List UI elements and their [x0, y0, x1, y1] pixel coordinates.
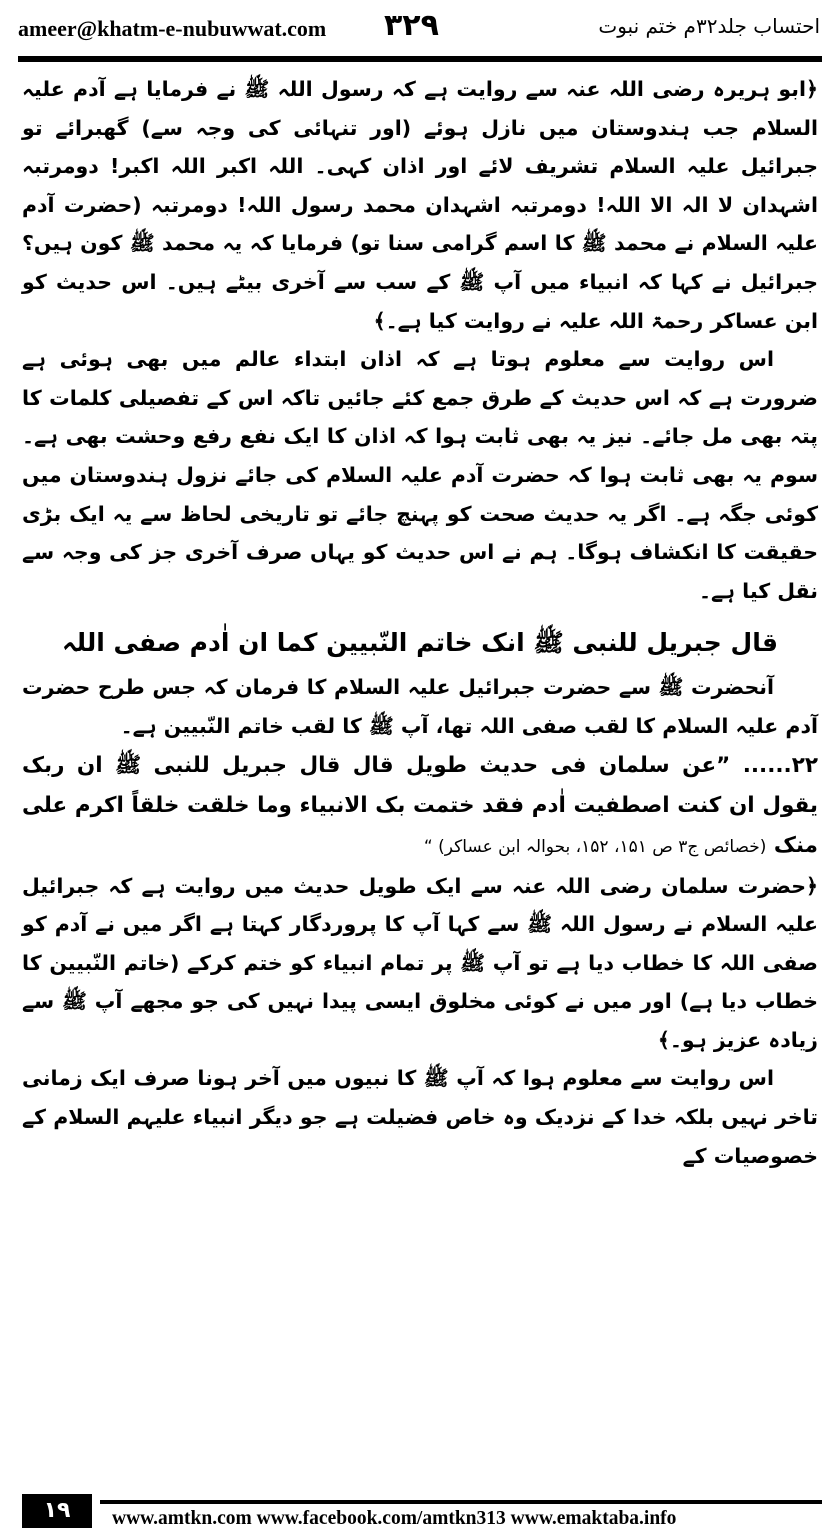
hadith-arabic-block [22, 746, 818, 867]
paragraph-hadith-translation: ﴿ابو ہریرہ رضی اللہ عنہ سے روایت ہے کہ رسول اللہ ﷺ نے فرمایا ہے آدم علیہ السلام جب ہندوستان میں نازل ہوئے (اور تنہائی کی وجہ سے) گھبرائے تو جبرائیل علیہ السلام تشریف لائے اور اذان کہی۔ اللہ اکبر اللہ اکبر! دومرتبہ اشہدان لا الہ الا اللہ! دومرتبہ اشہدان محمد رسول اللہ! دومرتبہ (حضرت آدم علیہ السلام نے محمد ﷺ کا اسم گرامی سنا تو) فرمایا کہ یہ محمد ﷺ کون ہیں؟ جبرائیل نے کہا کہ انبیاء میں آپ ﷺ کے سب سے آخری بیٹے ہیں۔ اس حدیث کو ابن عساکر رحمۃ اللہ علیہ نے روایت کیا ہے۔﴾ [22, 77, 818, 333]
section-heading: قال جبریل للنبی ﷺ انک خاتم النّبیین کما ان اٰدم صفی اللہ [62, 628, 778, 658]
paragraph-commentary: اس روایت سے معلوم ہوتا ہے کہ اذان ابتداء عالم میں بھی ہوئی ہے ضرورت ہے کہ اس حدیث کے طرق جمع کئے جائیں تاکہ اس کے تفصیلی کلمات کا پتہ بھی مل جائے۔ نیز یہ بھی ثابت ہوا کہ اذان کا ایک نفع رفع وحشت بھی ہے۔ سوم یہ بھی ثابت ہوا کہ حضرت آدم علیہ السلام کی جائے نزول ہندوستان میں کوئی جگہ ہے۔ اگر یہ حدیث صحت کو پہنچ جائے تو تاریخی لحاظ سے یہ ایک بڑی حقیقت کا انکشاف ہوگا۔ ہم نے اس حدیث کو یہاں صرف آخری جز کی وجہ سے نقل کیا ہے۔ [22, 347, 818, 603]
hadith-reference: (خصائص ج۳ ص ۱۵۱، ۱۵۲، بحوالہ ابن عساکر) “ [423, 836, 767, 857]
header-email: ameer@khatm-e-nubuwwat.com [18, 16, 327, 41]
paragraph-commentary-2: اس روایت سے معلوم ہوا کہ آپ ﷺ کا نبیوں میں آخر ہونا صرف ایک زمانی تاخر نہیں بلکہ خدا کے نزدیک وہ خاص فضیلت ہے جو دیگر انبیاء علیہم السلام کے خصوصیات کے [22, 1066, 818, 1168]
paragraph-hadith-translation-2: ﴿حضرت سلمان رضی اللہ عنہ سے ایک طویل حدیث میں روایت ہے کہ جبرائیل علیہ السلام نے رسول اللہ ﷺ سے کہا آپ کا پروردگار کہتا ہے اگر میں نے آدم کو صفی اللہ کا خطاب دیا ہے تو آپ ﷺ پر تمام انبیاء کو ختم کرکے (خاتم النّبیین کا خطاب دیا ہے) اور میں نے کوئی مخلوق ایسی پیدا نہیں کی جو مجھے آپ ﷺ سے زیادہ عزیز ہو۔﴾ [22, 873, 818, 1052]
page-body [22, 70, 818, 1175]
heading-translation: آنحضرت ﷺ سے حضرت جبرائیل علیہ السلام کا فرمان کہ جس طرح حضرت آدم علیہ السلام کا لقب صفی اللہ تھا، آپ ﷺ کا لقب خاتم النّبیین ہے۔ [22, 675, 818, 738]
footer-rule [100, 1500, 822, 1504]
header-rule [18, 56, 822, 62]
footer-links: www.amtkn.com www.facebook.com/amtkn313 www.emaktaba.info [112, 1508, 677, 1529]
hadith-arabic-text: ”عن سلمان فی حدیث طویل قال قال جبریل للنبی ﷺ ان ربک یقول ان کنت اصطفیت اٰدم فقد ختمت بک الانبیاء وما خلقت خلقاً اکرم علی منک [22, 752, 818, 858]
footer-page-number: ۱۹ [22, 1494, 92, 1528]
hadith-number: ۲۲...... [742, 752, 818, 778]
header-book-title: احتساب جلد۳۲م ختم نبوت [598, 14, 820, 38]
header-page-number: ۳۲۹ [384, 8, 439, 43]
